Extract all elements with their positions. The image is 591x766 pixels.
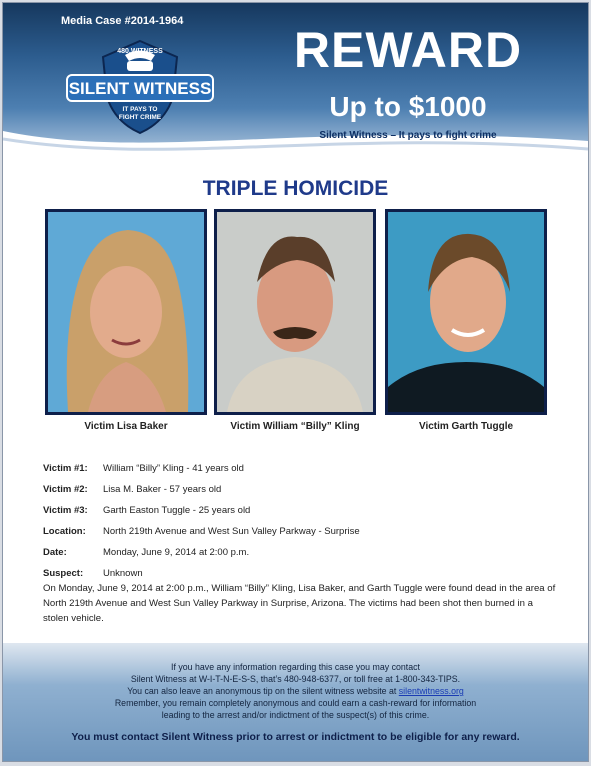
- logo-wordmark: SILENT WITNESS: [68, 79, 212, 98]
- victim-photo-william-kling: [214, 209, 376, 415]
- detail-label: Victim #3:: [43, 505, 88, 516]
- logo-slogan-2: FIGHT CRIME: [118, 114, 162, 121]
- detail-value: North 219th Avenue and West Sun Valley Parkway - Surprise: [103, 526, 360, 537]
- eligibility-notice: You must contact Silent Witness prior to arrest or indictment to be eligible for any reward.: [71, 731, 520, 743]
- detail-value: Garth Easton Tuggle - 25 years old: [103, 505, 251, 516]
- case-details: [43, 463, 360, 589]
- footer-line: leading to the arrest and/or indictment of the suspect(s) of this crime.: [161, 710, 430, 720]
- caption-garth-tuggle: Victim Garth Tuggle: [418, 421, 514, 432]
- media-case-number: Media Case #2014-1964: [61, 15, 184, 27]
- flyer-page: [2, 2, 589, 762]
- case-narrative: On Monday, June 9, 2014 at 2:00 p.m., William “Billy” Kling, Lisa Baker, and Garth Tuggle were found dead in the area of North 219th Avenue and West Sun Valley Parkway in Surprise, Arizona. The victims had been shot then burned in a stolen vehicle.: [43, 583, 556, 624]
- footer-line-with-link: [23, 685, 568, 697]
- caption-william-kling: Victim William “Billy” Kling: [230, 421, 360, 432]
- reward-amount: Up to $1000: [329, 91, 487, 122]
- footer-line: If you have any information regarding this case you may contact: [171, 662, 420, 672]
- detail-row: [43, 463, 360, 484]
- reward-heading: REWARD: [293, 22, 523, 78]
- detail-value: William “Billy” Kling - 41 years old: [103, 463, 244, 474]
- detail-label: Date:: [43, 547, 67, 558]
- detail-value: Unknown: [103, 568, 143, 579]
- silent-witness-logo: [65, 37, 215, 137]
- footer-line: Remember, you remain completely anonymous and could earn a cash-reward for information: [114, 698, 477, 708]
- detail-row: [43, 526, 360, 547]
- detail-row: [43, 484, 360, 505]
- logo-phone: 480.WITNESS: [117, 48, 163, 55]
- detail-label: Victim #1:: [43, 463, 88, 474]
- case-title: TRIPLE HOMICIDE: [202, 177, 389, 200]
- detail-value: Monday, June 9, 2014 at 2:00 p.m.: [103, 547, 250, 558]
- victim-photo-garth-tuggle: [385, 209, 547, 415]
- detail-value: Lisa M. Baker - 57 years old: [103, 484, 222, 495]
- logo-slogan-1: IT PAYS TO: [122, 106, 158, 113]
- victim-photo-lisa-baker: [45, 209, 207, 415]
- footer-info: [23, 661, 568, 721]
- footer-line: Silent Witness at W-I-T-N-E-S-S, that’s 480-948-6377, or toll free at 1-800-343-TIPS.: [130, 674, 461, 684]
- detail-label: Location:: [43, 526, 86, 537]
- caption-lisa-baker: Victim Lisa Baker: [84, 421, 168, 432]
- detail-label: Suspect:: [43, 568, 84, 579]
- tagline: Silent Witness – It pays to fight crime: [319, 130, 497, 141]
- detail-row: [43, 547, 360, 568]
- website-link[interactable]: silentwitness.org: [398, 686, 464, 696]
- detail-label: Victim #2:: [43, 484, 88, 495]
- detail-row: [43, 505, 360, 526]
- footer-line: You can also leave an anonymous tip on the silent witness website at: [127, 686, 397, 696]
